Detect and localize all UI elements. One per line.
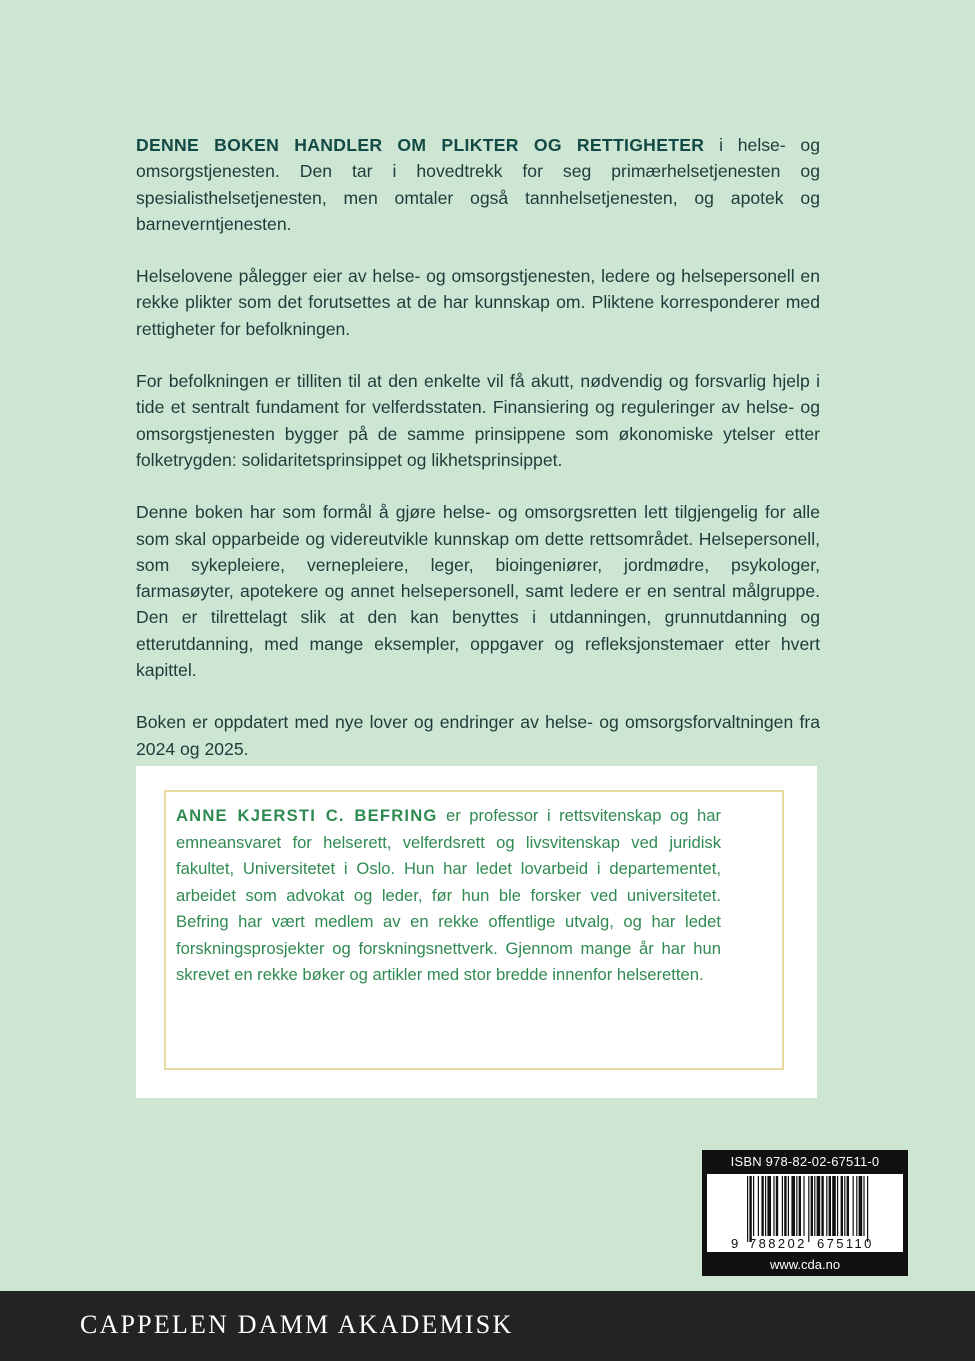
barcode-bar xyxy=(832,1176,836,1236)
barcode-bar xyxy=(859,1176,863,1236)
barcode-bar xyxy=(767,1176,771,1236)
blurb-paragraph-1 xyxy=(136,132,820,237)
barcode-bar xyxy=(788,1176,789,1236)
barcode-bar xyxy=(776,1176,778,1236)
barcode-bar xyxy=(796,1176,797,1236)
blurb-paragraph-3: For befolkningen er tilliten til at den enkelte vil få akutt, nødvendig og forsvarlig hjelp i tide et sentralt fundament for velferdsstaten. Finansiering og reguleringer av helse- og omsorgstjenesten bygger på de samme prinsippene som økonomiske ytelser etter folketrygden: solidaritetsprinsippet og likhetsprinsippet. xyxy=(136,371,820,470)
barcode-bar xyxy=(803,1176,804,1236)
barcode-bar xyxy=(856,1176,857,1236)
barcode-bar xyxy=(758,1176,759,1236)
author-bio-text: er professor i rettsvitenskap og har emneansvaret for helserett, velferdsrett og livsvitenskap ved juridisk fakultet, Universitetet i Oslo. Hun har ledet lovarbeid i departementet, arbeidet som advokat og leder, før hun ble forsker ved universitetet. Befring har vært medlem av en rekke offentlige utvalg, og har ledet forskningsprosjekter og forskningsnettverk. Gjennom mange år har hun skrevet en rekke bøker og artikler med stor bredde innenfor helseretten. xyxy=(176,806,721,984)
barcode-digit-first: 9 xyxy=(731,1236,739,1251)
barcode-bar xyxy=(829,1176,831,1236)
publisher-logo: CAPPELEN DAMM AKADEMISK xyxy=(80,1310,514,1339)
isbn-label: ISBN 978-82-02-67511-0 xyxy=(730,1154,880,1169)
publisher-bar xyxy=(0,1291,975,1361)
barcode-bar xyxy=(826,1176,827,1236)
barcode-bar xyxy=(799,1176,801,1236)
barcode-bar xyxy=(749,1176,751,1242)
barcode-bar xyxy=(773,1176,774,1236)
barcode-bar xyxy=(747,1176,748,1242)
blurb-paragraph-4: Denne boken har som formål å gjøre helse- og omsorgsretten lett tilgjengelig for alle som skal opparbeide og videreutvikle kunnskap om dette rettsområdet. Helsepersonell, som sykepleiere, vernepleiere, leger, bioingeniører, jordmødre, psykologer, farmasøyter, apotekere og annet helsepersonell, samt ledere er en sentral målgruppe. Den er tilrettelagt slik at den kan benyttes i utdanningen, grunnutdanning og etterutdanning, med mange eksempler, oppgaver og refleksjonstemaer etter hvert kapittel. xyxy=(136,502,820,681)
barcode-bar xyxy=(782,1176,783,1236)
blurb-paragraph-5: Boken er oppdatert med nye lover og endringer av helse- og omsorgsforvaltningen fra 2024 og 2025. xyxy=(136,712,820,759)
barcode-bar xyxy=(811,1176,813,1236)
barcode-digits-left: 788202 xyxy=(749,1236,807,1251)
blurb-paragraph-2: Helselovene pålegger eier av helse- og omsorgstjenesten, ledere og helsepersonell en rekke plikter som det forutsettes at de har kunnskap om. Pliktene korresponderer med rettigheter for befolkningen. xyxy=(136,266,820,339)
barcode-bar xyxy=(841,1176,843,1236)
website-label: www.cda.no xyxy=(769,1257,841,1272)
barcode-bar xyxy=(817,1176,821,1236)
blurb-text xyxy=(136,132,820,788)
barcode-area xyxy=(707,1174,903,1252)
barcode-bar xyxy=(761,1176,763,1236)
blurb-paragraph-1-text: i helse- og omsorgstjenesten. Den tar i hovedtrekk for seg primærhelsetjenesten og spesialisthelsetjenesten, men omtaler også tannhelsetjenesten, og apotek og barneverntjenesten. xyxy=(136,135,820,234)
barcode-bar xyxy=(847,1176,849,1236)
barcode-bar xyxy=(791,1176,795,1236)
barcode-bar xyxy=(867,1176,868,1242)
barcode-bar xyxy=(765,1176,766,1236)
author-card xyxy=(136,766,817,1098)
barcode-bar xyxy=(784,1176,786,1236)
barcode-bar xyxy=(814,1176,815,1236)
blurb-lead-heading: DENNE BOKEN HANDLER OM PLIKTER OG RETTIGHETER xyxy=(136,135,705,155)
barcode-bar xyxy=(837,1176,838,1236)
barcode-bar xyxy=(853,1176,854,1236)
barcode-bar xyxy=(863,1176,864,1236)
barcode-bar xyxy=(821,1176,823,1236)
author-name: ANNE KJERSTI C. BEFRING xyxy=(176,806,438,825)
barcode-digits-right: 675110 xyxy=(817,1236,874,1251)
author-bio xyxy=(176,803,721,989)
barcode-bar xyxy=(753,1176,754,1236)
barcode-bar xyxy=(808,1176,809,1242)
barcode-block xyxy=(702,1150,908,1276)
barcode-bar xyxy=(844,1176,845,1236)
